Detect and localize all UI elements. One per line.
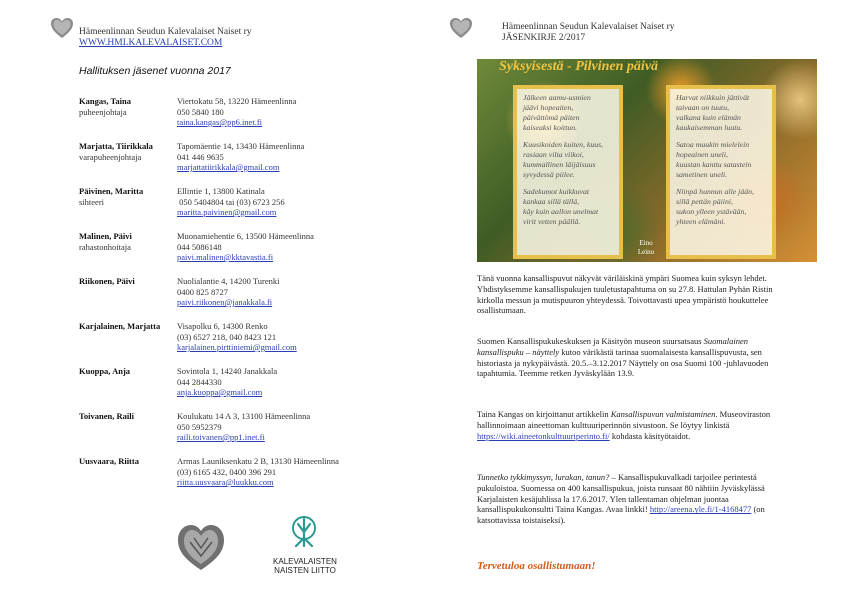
member-email-link[interactable]: marjattatiirikkala@gmail.com [177,162,280,172]
autumn-poem-picture [477,59,817,262]
member-phone: 050 5404804 tai (03) 6723 256 [177,196,285,207]
member-row [79,366,409,406]
poem-author: Eino Leino [637,239,655,256]
org-name-right: Hämeenlinnan Seudun Kalevalaiset Naiset ry [502,22,675,32]
member-name: Päivinen, Maritta [79,186,144,196]
member-address: Ellintie 1, 13800 Katinala [177,186,265,196]
member-name: Uusvaara, Riitta [79,456,139,466]
member-contact [177,276,407,308]
wiki-link[interactable]: https://wiki.aineetonkulttuuriperinto.fi/ [477,430,610,441]
member-contact [177,141,407,173]
member-email-link[interactable]: paivi.riikonen@janakkala.fi [177,297,273,307]
member-email-link[interactable]: taina.kangas@pp6.inet.fi [177,117,263,127]
tree-logo-icon [284,514,324,554]
poem-stanza: Kuusikoiden kuiten, kuus, rasiaan vilta viikoi, kummallinen läijäisuus syvydessä piilee. [523,140,604,179]
member-row [79,186,409,226]
member-row [79,276,409,316]
member-name: Toivanen, Raili [79,411,134,421]
kalevalaisten-naisten-liitto-logo-text: KALEVALAISTEN NAISTEN LIITTO [273,557,337,575]
member-phone: 0400 825 8727 [177,286,228,297]
member-row [79,411,409,451]
member-role: puheenjohtaja [79,107,127,117]
welcome-text: Tervetuloa osallistumaan! [477,560,596,572]
member-name: Kangas, Taina [79,96,131,106]
member-contact [177,456,407,488]
picture-title: Syksyisestä - Pilvinen päivä [499,59,659,74]
member-email-link[interactable]: riitta.uusvaara@luukku.com [177,477,274,487]
member-name: Malinen, Päivi [79,231,132,241]
member-address: Koulukatu 14 A 3, 13100 Hämeenlinna [177,411,311,421]
member-contact [177,411,407,443]
member-name: Kuoppa, Anja [79,366,131,376]
website-link[interactable]: WWW.HMLKALEVALAISET.COM [79,38,223,48]
member-address: Muonamiehentie 6, 13500 Hämeenlinna [177,231,314,241]
paragraph-2: Suomen Kansallispukukeskuksen ja Käsityön museon suursatsaus Suomalainen kansallispuku – näyttely kutoo värikästä tarinaa suomalaisesta kansallispuvusta, sen historiasta ja nykypäivästä. 20.5.–3.12.2017 Näyttely on osa Suomi 100 -juhlavuoden tapahtumia. Teemme retken Jyväskylään 13.9. [477,336,769,379]
member-phone: 044 5086148 [177,241,222,252]
member-phone: 050 5840 180 [177,106,224,117]
member-row [79,456,409,496]
poem-right [666,85,776,259]
member-phone: (03) 6527 218, 040 8423 121 [177,331,277,342]
member-address: Visapolku 6, 14300 Renko [177,321,268,331]
member-name: Marjatta, Tiirikkala [79,141,153,151]
member-address: Armas Launiksenkatu 2 B, 13130 Hämeenlinna [177,456,339,466]
paragraph-1: Tänä vuonna kansallispuvut näkyvät väriläiskinä ympäri Suomea kuin syksyn lehdet. Yhdistyksemme kansallispukujen tuuletustapahtuma on su 27.8. Hattulan Pyhän Ristin kirkolla messun ja mutispuuron yhteydessä. Toivottavasti upea ympäristö houkuttelee osallistumaan. [477,273,773,316]
member-contact [177,366,407,398]
areena-link[interactable]: http://areena.yle.fi/1-4168477 [649,504,752,515]
member-phone: 041 446 9635 [177,151,224,162]
poem-stanza: Jälkeen aamu-usmien jäävi hopeaiten, päivättömä päiten kaiseaksi koittun. [523,93,591,132]
member-email-link[interactable]: paivi.malinen@kktavastia.fi [177,252,274,262]
member-email-link[interactable]: maritta.paivinen@gmail.com [177,207,277,217]
poem-stanza: Niinpä hunnun alle jään, sillä pettän päiini, sukon ylleen ystävään, yhteen elämäni. [676,187,754,226]
member-row [79,231,409,271]
board-section-title: Hallituksen jäsenet vuonna 2017 [79,65,231,77]
member-contact [177,321,407,353]
poem-stanza: Satoa muukin mielelein hopeainen uneli, kuustan kanttu satastein sametinen uneli. [676,140,752,179]
heart-logo-icon [449,16,473,40]
member-phone: (03) 6165 432, 0400 396 291 [177,466,277,477]
member-row [79,321,409,361]
member-phone: 050 5952379 [177,421,222,432]
member-role: varapuheenjohtaja [79,152,142,162]
member-email-link[interactable]: anja.kuoppa@gmail.com [177,387,263,397]
member-address: Tapomäentie 14, 13430 Hämeenlinna [177,141,305,151]
member-row [79,141,409,181]
member-row [79,96,409,136]
org-name: Hämeenlinnan Seudun Kalevalaiset Naiset ry [79,27,252,37]
newsletter-label: JÄSENKIRJE 2/2017 [502,33,586,43]
poem-left [513,85,623,259]
member-name: Riikonen, Päivi [79,276,135,286]
heart-logo-icon [50,16,74,40]
poem-stanza: Harvat niikkuin jättivät taivaan on tuutu, valkana kuin elämän kaukaisemman luutu. [676,93,750,132]
member-email-link[interactable]: raili.toivanen@pp1.inet.fi [177,432,265,442]
kalevala-jewel-logo-icon [176,522,226,572]
member-address: Nuolialantie 4, 14200 Turenki [177,276,280,286]
member-contact [177,186,407,218]
paragraph-3: Taina Kangas on kirjoittanut artikkelin Kansallispuvun valmistaminen. Museoviraston hallinnoimaan aineettoman kulttuuriperinnön sivustoon. Se löytyy linkistä https://wiki.aineetonkulttuuriperinto.fi/ kohdasta käsityötaidot. [477,409,771,441]
member-contact [177,96,407,128]
member-address: Sovintola 1, 14240 Janakkala [177,366,278,376]
member-role: sihteeri [79,197,105,207]
member-contact [177,231,407,263]
member-email-link[interactable]: karjalainen.pirttiniemi@gmail.com [177,342,297,352]
member-phone: 044 2844330 [177,376,222,387]
poem-stanza: Sadekumot kuikkuvat kankaa sillä tällä, käy kuin aallon unelmat virit vetten päällä. [523,187,599,226]
member-role: rahastonhoitaja [79,242,131,252]
member-address: Viertokatu 58, 13220 Hämeenlinna [177,96,297,106]
paragraph-4: Tunnetko tykkimyssyn, lurakan, tanun? – Kansallispukuvalkadi tarjoilee perintestä pukuloistoa. Suomessa on 400 kansallispukua, joista runsaat 80 nähtiin Jyväskylässä Karjalaisten kesäjuhlissa la 17.6.2017. Ylen tallentaman ohjelman juontaa kansallispukukonsultti Taina Kangas. Avaa linkki! http://areena.yle.fi/1-4168477 (on katsottavissa toistaiseksi). [477,472,765,526]
member-name: Karjalainen, Marjatta [79,321,161,331]
